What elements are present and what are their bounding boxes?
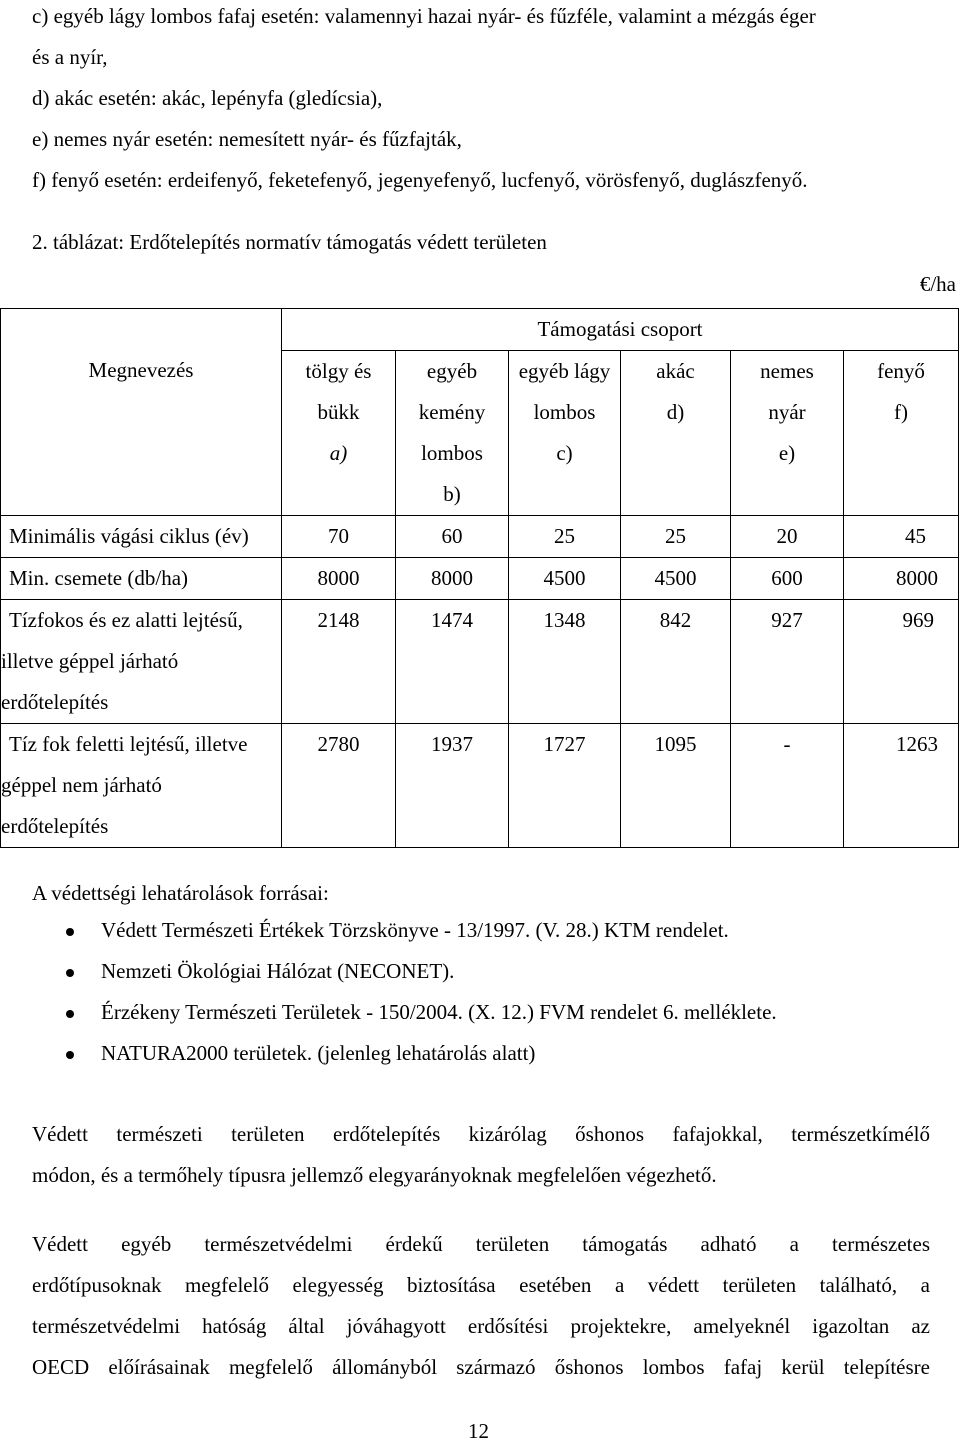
table-cell: 1474	[396, 600, 509, 724]
intro-line: és a nyír,	[32, 45, 108, 69]
table-cell: 1937	[396, 724, 509, 848]
table-cell: 2780	[282, 724, 396, 848]
table-cell: 8000	[844, 558, 959, 600]
intro-line: f) fenyő esetén: erdeifenyő, feketefenyő, jegenyefenyő, lucfenyő, vörösfenyő, duglászfenyő.	[32, 168, 808, 192]
table-cell: 20	[731, 516, 844, 558]
column-header: egyéb lágy lombos c)	[509, 351, 621, 516]
table-cell: -	[731, 724, 844, 848]
paragraph-2: Védett egyéb természetvédelmi érdekű területen támogatás adható a természetes erdőtípusoknak megfelelő elegyesség biztosítása esetében a védett területen található, a természetvédelmi hatóság által jóváhagyott erdősítési projektekre, amelyeknél igazoltan az OECD előírásainak megfelelő állományból származó őshonos lombos fafaj kerül telepítésre	[32, 1232, 930, 1379]
bullet-icon	[66, 969, 74, 977]
row-label: Tíz fok feletti lejtésű, illetve géppel nem járható erdőtelepítés	[1, 724, 282, 848]
table-cell: 969	[844, 600, 959, 724]
table-cell: 1263	[844, 724, 959, 848]
table-cell: 25	[621, 516, 731, 558]
table-cell: 842	[621, 600, 731, 724]
table-cell: 927	[731, 600, 844, 724]
table-row	[1, 516, 959, 558]
column-header: fenyő f)	[844, 351, 959, 516]
table-cell: 60	[396, 516, 509, 558]
column-header: tölgy és bükk a)	[282, 351, 396, 516]
row-label: Tízfokos és ez alatti lejtésű, illetve géppel járható erdőtelepítés	[1, 600, 282, 724]
table-cell: 1095	[621, 724, 731, 848]
table-cell: 25	[509, 516, 621, 558]
table-cell: 1348	[509, 600, 621, 724]
table-cell: 600	[731, 558, 844, 600]
intro-line: e) nemes nyár esetén: nemesített nyár- és fűzfajták,	[32, 127, 462, 151]
row-header: Megnevezés	[88, 358, 194, 382]
column-header: nemes nyár e)	[731, 351, 844, 516]
table-cell: 2148	[282, 600, 396, 724]
page-number: 12	[468, 1419, 489, 1443]
column-header: akác d)	[621, 351, 731, 516]
intro-line: c) egyéb lágy lombos fafaj esetén: valamennyi hazai nyár- és fűzféle, valamint a mézgás éger	[32, 4, 816, 28]
table-row	[1, 724, 959, 848]
unit-label: €/ha	[919, 272, 956, 296]
table-cell: 8000	[396, 558, 509, 600]
row-header-cell	[1, 309, 282, 516]
intro-line: d) akác esetén: akác, lepényfa (gledícsia),	[32, 86, 383, 110]
bullet-icon	[66, 928, 74, 936]
bullet-icon	[66, 1010, 74, 1018]
list-item: Védett Természeti Értékek Törzskönyve - 13/1997. (V. 28.) KTM rendelet.	[66, 918, 777, 959]
row-label: Min. csemete (db/ha)	[1, 558, 282, 600]
table-cell: 70	[282, 516, 396, 558]
table-row	[1, 600, 959, 724]
list-item: Nemzeti Ökológiai Hálózat (NECONET).	[66, 959, 777, 1000]
table-row	[1, 558, 959, 600]
list-item: NATURA2000 területek. (jelenleg lehatárolás alatt)	[66, 1041, 777, 1082]
table-cell: 45	[844, 516, 959, 558]
table-caption: 2. táblázat: Erdőtelepítés normatív támogatás védett területen	[32, 230, 547, 254]
bullet-icon	[66, 1051, 74, 1059]
table-cell: 4500	[509, 558, 621, 600]
sources-list	[66, 918, 777, 1082]
group-header-cell	[282, 309, 959, 351]
paragraph-1: Védett természeti területen erdőtelepítés kizárólag őshonos fafajokkal, természetkímélő módon, és a termőhely típusra jellemző elegyarányoknak megfelelően végezhető.	[32, 1122, 930, 1187]
row-label: Minimális vágási ciklus (év)	[1, 516, 282, 558]
support-table	[0, 308, 960, 848]
table-cell: 1727	[509, 724, 621, 848]
table-cell: 8000	[282, 558, 396, 600]
table-cell: 4500	[621, 558, 731, 600]
column-header: egyéb kemény lombos b)	[396, 351, 509, 516]
sources-heading: A védettségi lehatárolások forrásai:	[32, 881, 329, 905]
group-header: Támogatási csoport	[537, 317, 703, 341]
list-item: Érzékeny Természeti Területek - 150/2004. (X. 12.) FVM rendelet 6. melléklete.	[66, 1000, 777, 1041]
